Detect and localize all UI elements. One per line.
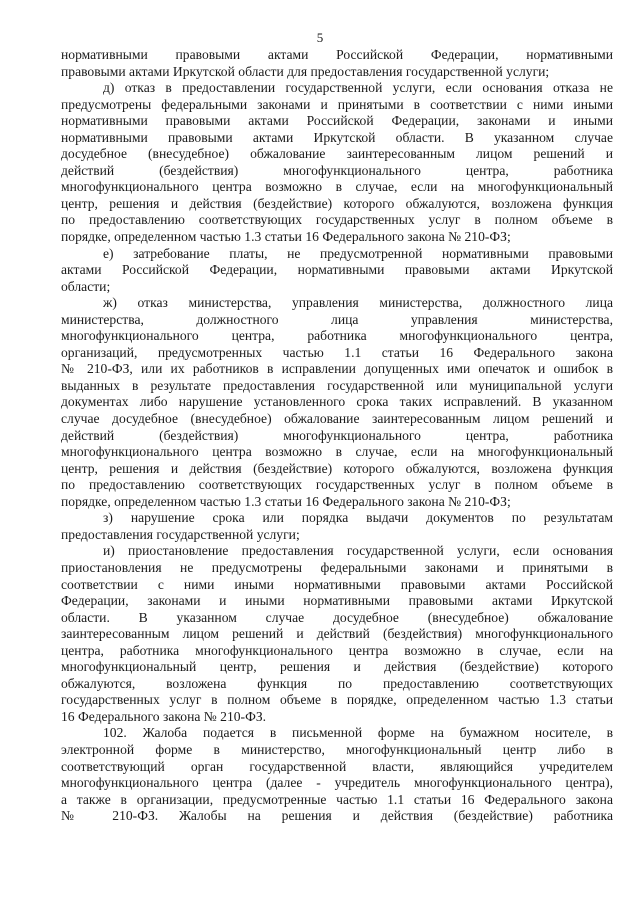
- text-line: области. В указанном случае досудебное (внесудебное) обжалование: [61, 609, 613, 625]
- text-line: правовыми актами Иркутской области для предоставления государственной услуги;: [61, 63, 550, 79]
- text-line: приостановления не предусмотрены федеральными законами и принятыми в: [61, 559, 613, 575]
- text-line: по предоставлению соответствующих государственных услуг в полном объеме в: [61, 212, 613, 228]
- text-line: государственных услуг в полном объеме в порядке, определенном частью 1.3 статьи: [61, 692, 613, 708]
- text-line: 16 Федерального закона № 210-ФЗ.: [61, 708, 267, 724]
- text-line: е) затребование платы, не предусмотренной нормативными правовыми: [103, 245, 613, 261]
- text-line: а также в организации, предусмотренные частью 1.1 статьи 16 Федерального закона: [61, 791, 613, 807]
- text-line: нормативными правовыми актами Российской Федерации, нормативными: [61, 47, 613, 62]
- text-line: з) нарушение срока или порядка выдачи документов по результатам: [103, 510, 613, 526]
- text-line: многофункционального центра, работника многофункционального центра,: [61, 328, 613, 344]
- text-line: центр, решения и действия (бездействие) которого обжалуются, возложена функция: [61, 195, 613, 211]
- text-line: ж) отказ министерства, управления министерства, должностного лица: [103, 295, 613, 311]
- text-line: центр, решения и действия (бездействие) которого обжалуются, возложена функция: [61, 460, 613, 476]
- page-number: 5: [316, 30, 324, 45]
- text-line: выданных в результате предоставления государственной или муниципальной услуги: [61, 377, 613, 393]
- text-line: предоставления государственной услуги;: [61, 526, 300, 542]
- text-line: многофункционального центра возможно в случае, если на многофункциональный: [61, 179, 613, 195]
- document-body: [61, 47, 613, 825]
- text-line: обжалуются, возложена функция по предоставлению соответствующих: [61, 675, 613, 691]
- text-line: действий (бездействия) многофункционального центра, работника: [61, 162, 613, 178]
- text-line: соответствии с ними иными нормативными правовыми актами Российской: [61, 576, 613, 592]
- text-line: области;: [61, 278, 111, 294]
- text-line: Федерации, законами и иными нормативными правовыми актами Иркутской: [61, 593, 613, 609]
- text-line: 102. Жалоба подается в письменной форме на бумажном носителе, в: [103, 725, 613, 741]
- text-line: порядке, определенном частью 1.3 статьи 16 Федерального закона № 210-ФЗ;: [61, 229, 511, 245]
- text-line: министерства, должностного лица управления министерства,: [61, 311, 613, 327]
- text-line: нормативными правовыми актами Российской Федерации, законами и иными: [61, 113, 613, 129]
- text-line: досудебное (внесудебное) обжалование заинтересованным лицом решений и: [61, 146, 613, 162]
- text-line: порядке, определенном частью 1.3 статьи 16 Федерального закона № 210-ФЗ;: [61, 493, 511, 509]
- text-line: нормативными правовыми актами Иркутской области. В указанном случае: [61, 129, 613, 145]
- text-line: № 210-ФЗ. Жалобы на решения и действия (бездействие) работника: [61, 808, 613, 824]
- text-line: многофункционального центра (далее - учредитель многофункционального центра),: [61, 775, 613, 791]
- text-line: по предоставлению соответствующих государственных услуг в полном объеме в: [61, 477, 613, 493]
- text-line: д) отказ в предоставлении государственной услуги, если основания отказа не: [103, 80, 613, 96]
- text-line: центра, работника многофункционального центра возможно в случае, если на: [61, 642, 613, 658]
- text-line: документах либо нарушение установленного срока таких исправлений. В указанном: [61, 394, 613, 410]
- text-line: актами Российской Федерации, нормативными правовыми актами Иркутской: [61, 262, 613, 278]
- text-line: организаций, предусмотренных частью 1.1 статьи 16 Федерального закона: [61, 344, 613, 360]
- text-line: электронной форме в министерство, многофункциональный центр либо в: [61, 741, 613, 757]
- text-line: и) приостановление предоставления государственной услуги, если основания: [103, 543, 613, 559]
- text-line: многофункциональный центр, решения и действия (бездействие) которого: [61, 659, 613, 675]
- text-line: заинтересованным лицом решений и действий (бездействия) многофункционального: [61, 626, 613, 642]
- text-line: № 210-ФЗ, или их работников в исправлении допущенных ими опечаток и ошибок в: [61, 361, 613, 377]
- text-line: случае досудебное (внесудебное) обжалование заинтересованным лицом решений и: [61, 411, 613, 427]
- text-line: действий (бездействия) многофункционального центра, работника: [61, 427, 613, 443]
- text-line: многофункционального центра возможно в случае, если на многофункциональный: [61, 444, 613, 460]
- text-line: предусмотрены федеральными законами и принятыми в соответствии с ними иными: [61, 96, 613, 112]
- text-line: соответствующий орган государственной власти, являющийся учредителем: [61, 758, 613, 774]
